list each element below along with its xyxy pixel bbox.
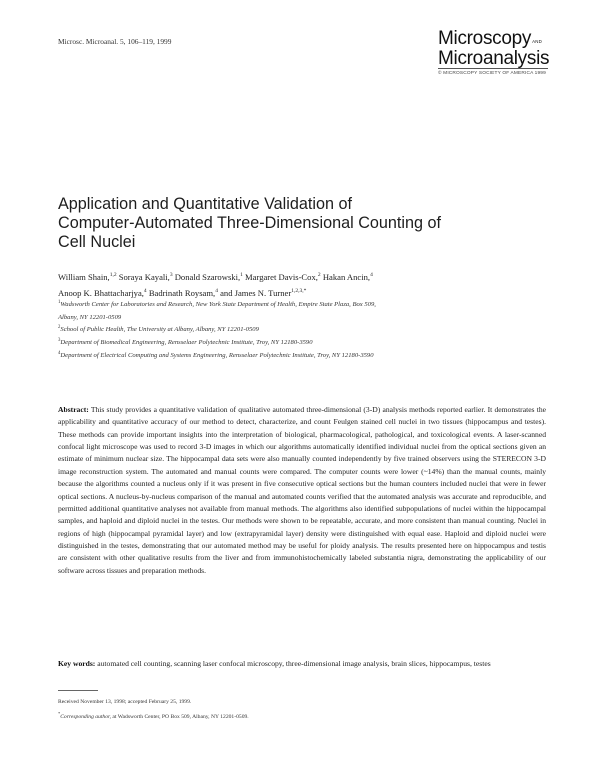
logo-and: AND [532, 39, 542, 44]
corresponding-note: *Corresponding author, at Wadsworth Center, PO Box 509, Albany, NY 12201-0509. [58, 711, 249, 720]
author: Anoop K. Bhattacharjya,$^4$ [58, 287, 147, 298]
author-list [58, 268, 548, 300]
author: Badrinath Roysam,$^4$ [148, 287, 218, 298]
footnotes [58, 697, 538, 723]
affiliation: $^3$Department of Biomedical Engineering, Rensselaer Polytechnic Institute, Troy, NY 12180-3590 [58, 338, 313, 347]
journal-logo [438, 30, 578, 67]
keywords-text: automated cell counting, scanning laser confocal microscopy, three-dimensional image analysis, brain slices, hippocampus, testes [97, 659, 491, 668]
author: and James N. Turner$^{1,2,3,*}$ [220, 287, 307, 298]
received-note: Received November 13, 1998; accepted February 25, 1999. [58, 699, 192, 705]
logo-line-2: Microanalysis [438, 48, 550, 69]
affiliation: $^4$Department of Electrical Computing and Systems Engineering, Rensselaer Polytechnic Institute, Troy, NY 12180-3590 [58, 350, 374, 359]
affiliation: $^2$School of Public Health, The University at Albany, Albany, NY 12201-0509 [58, 325, 259, 334]
author: Hakan Ancin,$^4$ [322, 271, 373, 282]
footnote-divider [58, 690, 98, 691]
keywords-label: Key words: [58, 659, 96, 668]
journal-citation: Microsc. Microanal. 5, 106–119, 1999 [58, 37, 172, 46]
title-line: Application and Quantitative Validation of [58, 195, 352, 213]
author: Margaret Davis-Cox,$^2$ [245, 271, 321, 282]
logo-divider [438, 68, 548, 69]
paper-title [58, 195, 478, 252]
title-line: Cell Nuclei [58, 233, 136, 251]
affiliations [58, 298, 538, 361]
title-line: Computer-Automated Three-Dimensional Counting of [58, 214, 441, 232]
affiliation: $^1$Wadsworth Center for Laboratories and Research, New York State Department of Health, Empire State Plaza, Box 509, [58, 300, 376, 309]
abstract [58, 404, 546, 577]
keywords [58, 658, 546, 670]
author: Donald Szarowski,$^1$ [174, 271, 243, 282]
abstract-text: This study provides a quantitative validation of qualitative automated three-dimensional (3-D) analysis methods reported earlier. It demonstrates the applicability and quantitative accuracy of our method to detect, characterize, and count Feulgen stained cell nuclei in two tissues (hippocampus and testes). These methods can provide important insights into the interpretation of biological, pharmacological, pathological, and toxicological events. A laser-scanned confocal light microscope was used to record 3-D images in which our algorithms automatically identified individual nuclei from the optical sections given an estimate of minimum nuclear size. The hippocampal data sets were also manually counted independently by five trained observers using the STERECON 3-D image reconstruction system. The automated and manual counts were compared. The computer counts were lower (~14%) than the manual counts, mainly because the algorithms counted a nucleus only if it was present in five consecutive optical sections but the human counters included nuclei that were in fewer optical sections. A nucleus-by-nucleus comparison of the manual and automated counts verified that the automated analysis was accurate and reproducible, and permitted additional quantitative analyses not available from manual methods. The algorithms also identified subpopulations of nuclei within the hippocampal samples, and haploid and diploid nuclei in the testes. Our methods were shown to be repeatable, accurate, and more consistent than manual counting. Nuclei in regions of high (hippocampal pyramidal layer) and low (extrapyramidal layer) density were distinguished with equal ease. Haploid and diploid nuclei were distinguished in the testes, demonstrating that our automated method may be useful for ploidy analysis. The results presented here on hippocampus and testis are consistent with other qualitative results from the liver and from immunohistochemically labeled substantia nigra, demonstrating the applicability of our software across tissues and preparation methods. [58, 405, 546, 575]
author: Soraya Kayali,$^3$ [118, 271, 173, 282]
affiliation: Albany, NY 12201-0509 [58, 313, 122, 321]
logo-line-1: MicroscopyAND [438, 28, 542, 49]
logo-subtitle: © MICROSCOPY SOCIETY OF AMERICA 1999 [438, 71, 546, 76]
author: William Shain,$^{1,2}$ [58, 271, 117, 282]
abstract-label: Abstract: [58, 405, 89, 414]
